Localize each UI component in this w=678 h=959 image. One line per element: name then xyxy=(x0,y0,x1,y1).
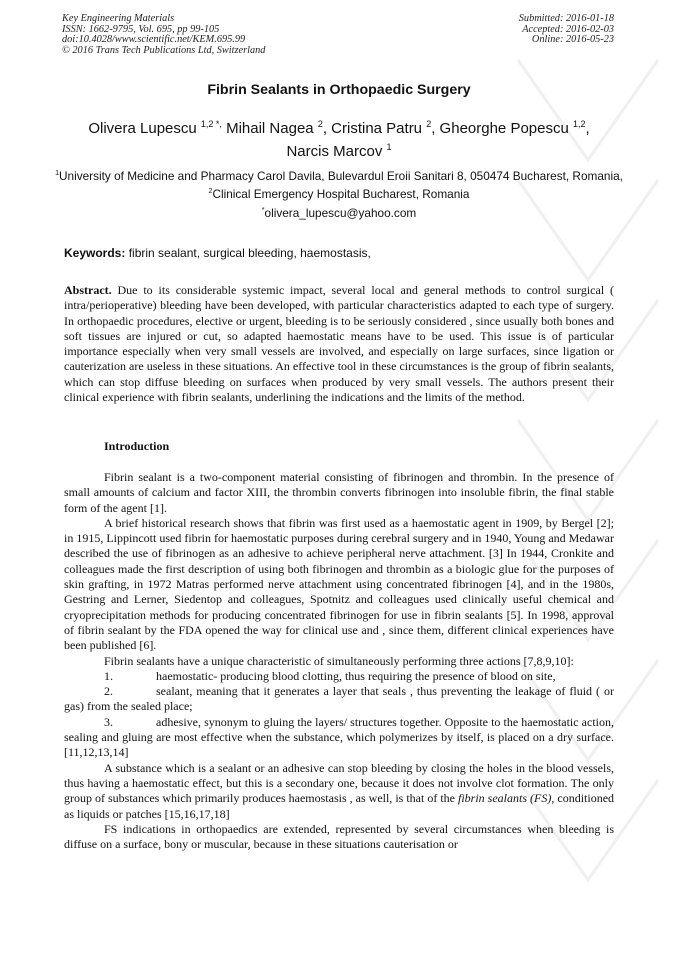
date-accepted: Accepted: 2016-02-03 xyxy=(522,23,614,35)
list-item xyxy=(64,669,614,684)
list-number: 3. xyxy=(104,714,113,729)
paragraph: Fibrin sealant is a two-component material consisting of fibrinogen and thrombin. In the presence of small amounts of calcium and factor XIII, the thrombin converts fibrinogen into insoluble fibrin, the final stable form of the agent [1]. xyxy=(64,470,614,515)
journal-doi: doi:10.4028/www.scientific.net/KEM.695.99 xyxy=(62,34,246,46)
author-affil-mark: 1,2 xyxy=(572,119,586,129)
affiliation-1 xyxy=(52,166,626,184)
list-item xyxy=(64,715,614,761)
introduction-body xyxy=(64,470,614,852)
author-name: Olivera Lupescu xyxy=(88,120,197,137)
affil-mark: 2 xyxy=(208,187,213,196)
keywords-label: Keywords: xyxy=(64,246,126,260)
paragraph: Fibrin sealants have a unique characteristic of simultaneously performing three actions [7,8,9,10]: xyxy=(104,653,574,668)
section-heading: Introduction xyxy=(104,439,170,453)
affil-mark: * xyxy=(261,205,265,214)
journal-info xyxy=(62,14,265,56)
corresponding-email xyxy=(52,203,626,221)
paragraph-text: conditioned as liquids or patches [15,16,17,18] xyxy=(64,791,615,821)
list-item xyxy=(64,684,614,715)
email-text: olivera_lupescu@yahoo.com xyxy=(264,205,417,220)
affil-text: University of Medicine and Pharmacy Carol Davila, Bulevardul Eroii Sanitari 8, 050474 Bucharest, Romania, xyxy=(59,168,623,183)
affil-text: Clinical Emergency Hospital Bucharest, Romania xyxy=(212,187,470,202)
author-separator: , xyxy=(585,120,590,137)
paragraph: A brief historical research shows that fibrin was first used as a haemostatic agent in 1909, by Bergel [2]; in 1915, Lippincott used fibrin for haemostatic purposes during cerebral surgery and in 1940, Young and Medawar described the use of fibrinogen as an adhesive to achieve peripheral nerve attachment. [3] In 1944, Cronkite and colleagues made the first description of using both fibrinogen and thrombin as a biologic glue for the purposes of skin grafting, in 1972 Matras performed nerve attachment using concentrated fibrinogen [4], and in the 1980s, Gestring and Lerner, Siedentop and colleagues, Spotnitz and colleagues used clinically useful chemical and cryoprecipitation methods for producing concentrated fibrinogen for use in fibrin sealants [5]. In 1998, approval of fibrin sealant by the FDA opened the way for clinical use and , since them, different clinical experiences have been published [6]. xyxy=(64,515,614,653)
author-affil-mark: 2 xyxy=(317,119,323,129)
list-text: sealant, meaning that it generates a layer that seals , thus preventing the leakage of fluid ( or gas) from the sealed place; xyxy=(64,684,614,714)
author-affil-mark: 1 xyxy=(386,142,392,152)
author-affil-mark: 2 xyxy=(426,119,432,129)
keywords xyxy=(64,246,624,260)
affiliation-2 xyxy=(52,184,626,202)
journal-issn: ISSN: 1662-9795, Vol. 695, pp 99-105 xyxy=(62,23,220,35)
date-submitted: Submitted: 2016-01-18 xyxy=(518,13,614,24)
paragraph: FS indications in orthopaedics are extended, represented by several circumstances when bleeding is diffuse on a surface, bony or muscular, because in these situations cauterisation or xyxy=(64,821,614,852)
date-online: Online: 2016-05-23 xyxy=(531,34,614,46)
list-number: 1. xyxy=(104,668,113,683)
abstract xyxy=(64,283,614,405)
paragraph-text: A substance which is a sealant or an adhesive can stop bleeding by closing the holes in the blood vessels, thus having a haemostatic effect, but this is a secondary one, because it does not involve clot formation. The only group of substances which primarily produces haemostasis , as well, is that of the xyxy=(64,760,614,806)
affil-mark: 1 xyxy=(55,169,60,177)
emphasis-text: fibrin sealants (FS), xyxy=(455,791,555,806)
author-name: , Gheorghe Popescu xyxy=(431,120,569,137)
submission-dates xyxy=(519,14,614,46)
keywords-text: fibrin sealant, surgical bleeding, haemostasis, xyxy=(125,246,371,260)
list-text: haemostatic- producing blood clotting, thus requiring the presence of blood on site, xyxy=(156,668,556,683)
author-name: Mihail Nagea xyxy=(221,120,314,137)
author-name: Narcis Marcov xyxy=(286,143,383,160)
paragraph xyxy=(64,761,614,822)
author-affil-mark: 1,2 *, xyxy=(200,119,222,129)
affiliations xyxy=(52,166,626,221)
list-text: adhesive, synonym to gluing the layers/ structures together. Opposite to the haemostatic action, sealing and gluing are most effective when the substance, which polymerizes by itself, is placed on a dry surface.[11,12,13,14] xyxy=(64,714,614,760)
author-list xyxy=(40,115,638,161)
abstract-text: Due to its considerable systemic impact, several local and general methods to control surgical ( intra/perioperative) bleeding have been developed, with particular characteristics adapted to each type of surgery. In orthopaedic procedures, elective or urgent, bleeding is to be seriously considered , since usually both bones and soft tissues are injured or cut, so adapted haemostatic means have to be used. This issue is of particular importance especially when very small vessels are involved, and especially on large surfaces, since ligation or cauterization are useless in these situations. An effective tool in these circumstances is the group of fibrin sealants, which can stop diffuse bleeding on surfaces when produced by very small vessels. The authors present their clinical experience with fibrin sealants, underlining the indications and the limits of the method. xyxy=(64,283,614,405)
list-number: 2. xyxy=(104,684,113,699)
paper-title: Fibrin Sealants in Orthopaedic Surgery xyxy=(207,82,471,98)
journal-copyright: © 2016 Trans Tech Publications Ltd, Switzerland xyxy=(62,44,266,56)
abstract-label: Abstract. xyxy=(64,283,112,297)
author-name: , Cristina Patru xyxy=(322,120,423,137)
journal-name: Key Engineering Materials xyxy=(62,13,175,24)
